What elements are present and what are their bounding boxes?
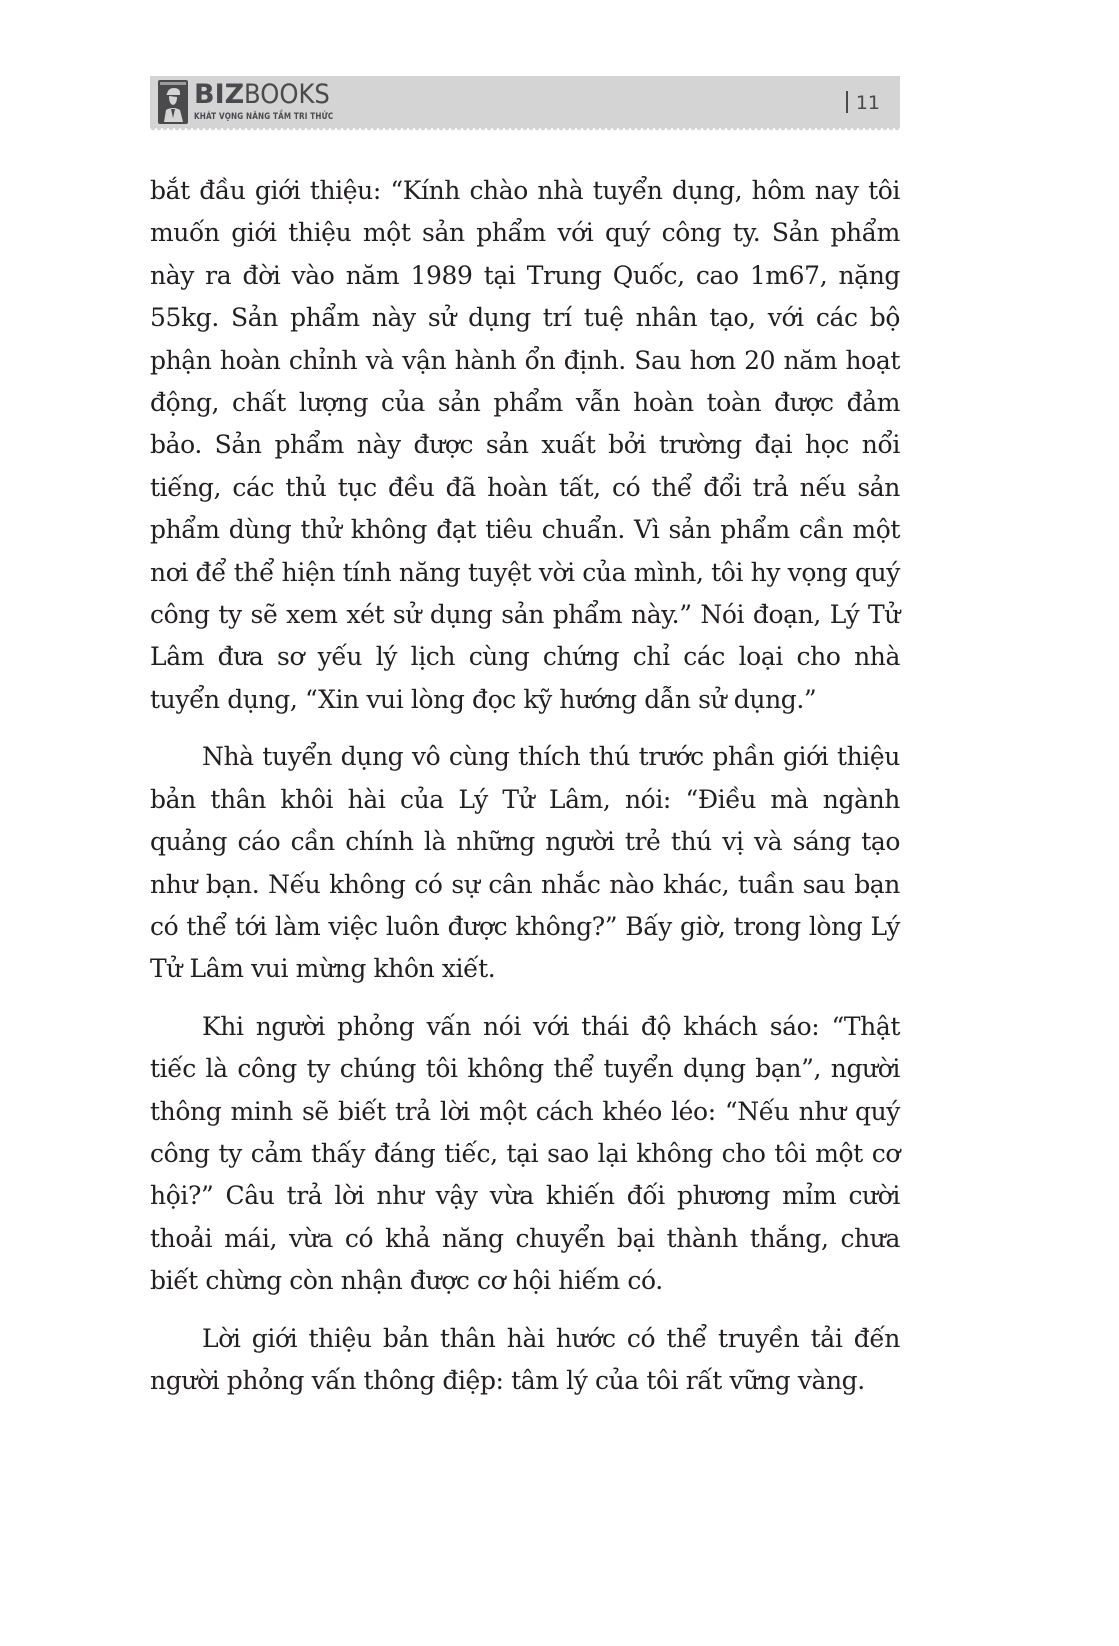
paragraph: Nhà tuyển dụng vô cùng thích thú trước phần giới thiệu bản thân khôi hài của Lý Tử Lâm, nói: “Điều mà ngành quảng cáo cần chính là những người trẻ thú vị và sáng tạo như bạn. Nếu không có sự cân nhắc nào khác, tuần sau bạn có thể tới làm việc luôn được không?” Bấy giờ, trong lòng Lý Tử Lâm vui mừng khôn xiết. [150,742,900,984]
divider [846,91,848,113]
body-text [150,170,900,1417]
page-number [846,91,880,114]
brand-name-bold: BIZ [194,79,245,110]
brand-name [194,80,358,110]
brand-name-light: BOOKS [244,79,331,110]
page-number-value: 11 [855,92,880,114]
paragraph: Lời giới thiệu bản thân hài hước có thể truyền tải đến người phỏng vấn thông điệp: tâm lý của tôi rất vững vàng. [150,1323,900,1395]
paragraph: Khi người phỏng vấn nói với thái độ khách sáo: “Thật tiếc là công ty chúng tôi không thể tuyển dụng bạn”, người thông minh sẽ biết trả lời một cách khéo léo: “Nếu như quý công ty cảm thấy đáng tiếc, tại sao lại không cho tôi một cơ hội?” Câu trả lời như vậy vừa khiến đối phương mỉm cười thoải mái, vừa có khả năng chuyển bại thành thắng, chưa biết chừng còn nhận được cơ hội hiếm có. [150,1011,900,1296]
brand-tagline: KHÁT VỌNG NÂNG TẦM TRI THỨC [194,112,334,122]
brand-logo [194,80,358,122]
bizbooks-logo-icon [158,80,188,124]
paragraph: bắt đầu giới thiệu: “Kính chào nhà tuyển dụng, hôm nay tôi muốn giới thiệu một sản phẩm với quý công ty. Sản phẩm này ra đời vào năm 1989 tại Trung Quốc, cao 1m67, nặng 55kg. Sản phẩm này sử dụng trí tuệ nhân tạo, với các bộ phận hoàn chỉnh và vận hành ổn định. Sau hơn 20 năm hoạt động, chất lượng của sản phẩm vẫn hoàn toàn được đảm bảo. Sản phẩm này được sản xuất bởi trường đại học nổi tiếng, các thủ tục đều đã hoàn tất, có thể đổi trả nếu sản phẩm dùng thử không đạt tiêu chuẩn. Vì sản phẩm cần một nơi để thể hiện tính năng tuyệt vời của mình, tôi hy vọng quý công ty sẽ xem xét sử dụng sản phẩm này.” Nói đoạn, Lý Tử Lâm đưa sơ yếu lý lịch cùng chứng chỉ các loại cho nhà tuyển dụng, “Xin vui lòng đọc kỹ hướng dẫn sử dụng.” [150,176,900,714]
running-header [150,76,900,128]
